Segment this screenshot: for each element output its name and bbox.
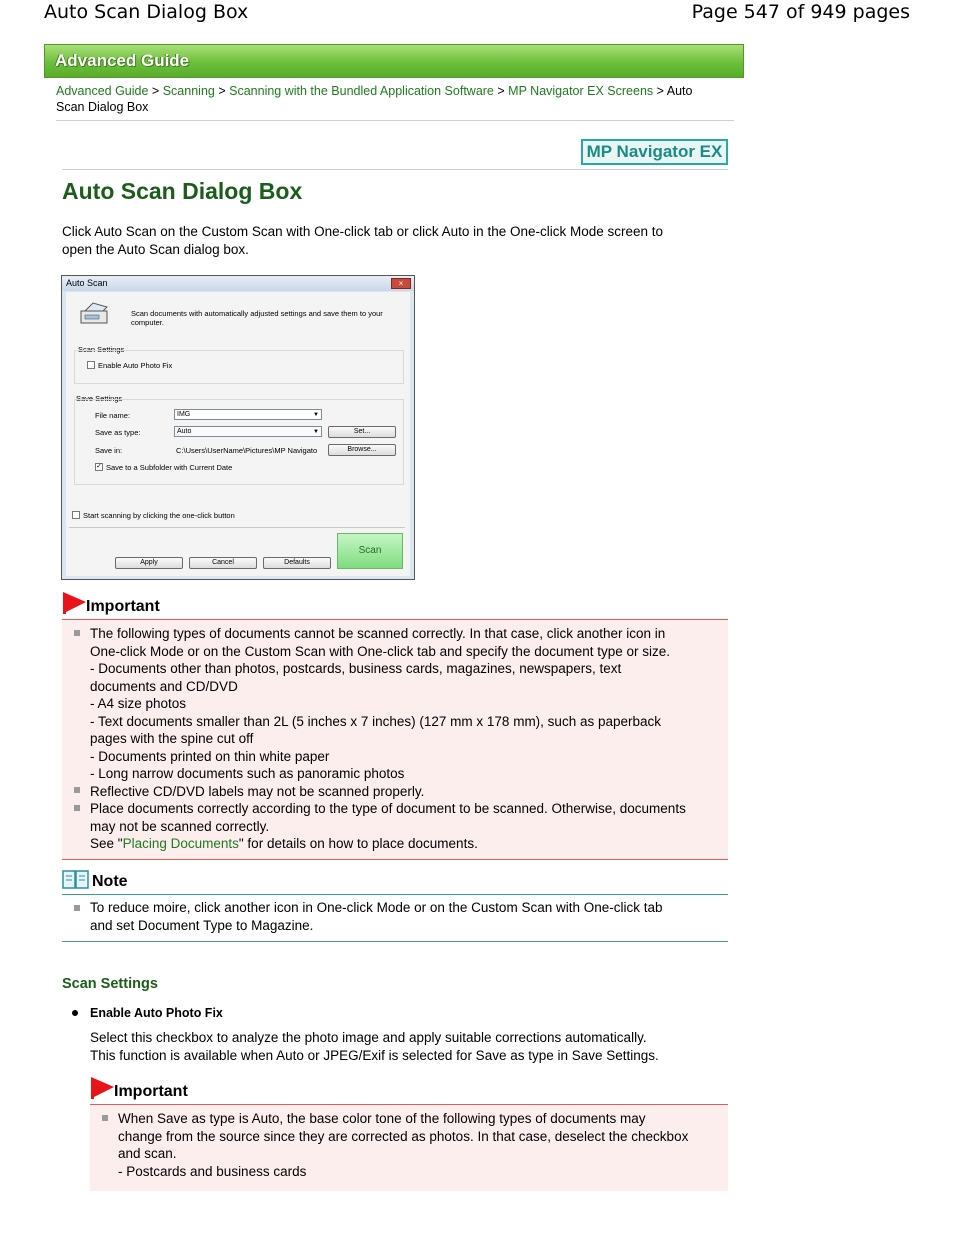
scan-settings-heading: Scan Settings	[62, 976, 158, 992]
breadcrumb-current-cont: Scan Dialog Box	[56, 100, 149, 114]
start-scanning-label: Start scanning by clicking the one-click button	[83, 511, 235, 520]
save-as-type-select[interactable]	[174, 426, 322, 437]
bullet-icon	[74, 787, 80, 793]
page-title: Auto Scan Dialog Box	[62, 178, 303, 204]
important-line: - Documents other than photos, postcards, business cards, magazines, newspapers, text	[90, 661, 622, 676]
close-icon[interactable]: ×	[391, 278, 411, 289]
breadcrumb-separator: >	[218, 84, 226, 98]
enable-auto-photo-fix-label: Enable Auto Photo Fix	[98, 361, 173, 370]
intro-line: open the Auto Scan dialog box.	[62, 241, 249, 257]
save-as-type-label: Save as type:	[95, 428, 141, 437]
set-button[interactable]: Set...	[328, 426, 396, 438]
page-counter: Page 547 of 949 pages	[691, 1, 910, 23]
save-in-label: Save in:	[95, 446, 123, 455]
breadcrumb-link-advanced-guide[interactable]: Advanced Guide	[56, 84, 149, 98]
important-line: When Save as type is Auto, the base color tone of the following types of documents may	[118, 1111, 646, 1126]
breadcrumb-current: Auto	[666, 84, 693, 98]
file-name-value: IMG	[177, 411, 191, 418]
important-line: Place documents correctly according to the type of document to be scanned. Otherwise, documents	[90, 801, 686, 816]
dialog-divider	[69, 527, 405, 528]
banner-label: Advanced Guide	[55, 51, 190, 70]
note-heading: Note	[92, 873, 128, 890]
important-heading: Important	[86, 598, 160, 615]
start-scanning-checkbox[interactable]	[72, 511, 80, 519]
divider	[56, 120, 734, 121]
important-see-suffix: " for details on how to place documents.	[238, 836, 478, 851]
save-settings-group-label: Save Settings	[76, 394, 123, 403]
scanner-icon	[79, 301, 111, 327]
scan-button[interactable]: Scan	[337, 533, 403, 569]
bullet-icon	[74, 905, 80, 911]
enable-auto-photo-fix-description	[90, 1029, 659, 1064]
important-line: change from the source since they are corrected as photos. In that case, deselect the checkbox	[118, 1128, 689, 1144]
breadcrumb-link-scanning[interactable]: Scanning	[162, 84, 215, 98]
apply-button[interactable]: Apply	[115, 557, 183, 569]
save-to-subfolder-label: Save to a Subfolder with Current Date	[106, 463, 233, 472]
breadcrumb-link-bundled-software[interactable]: Scanning with the Bundled Application Software	[229, 84, 494, 98]
breadcrumb	[56, 83, 736, 115]
file-name-label: File name:	[95, 411, 131, 420]
chevron-down-icon: ▼	[313, 429, 319, 435]
document-title: Auto Scan Dialog Box	[44, 1, 249, 23]
important-see-prefix: See "	[90, 836, 123, 851]
mp-navigator-ex-badge: MP Navigator EX	[581, 139, 728, 165]
intro-paragraph	[62, 223, 663, 258]
important-line: - Documents printed on thin white paper	[90, 748, 330, 764]
dialog-title: Auto Scan	[66, 278, 108, 288]
description-line: This function is available when Auto or JPEG/Exif is selected for Save as type in Save Settings.	[90, 1047, 659, 1063]
important-line: and scan.	[118, 1146, 177, 1161]
enable-auto-photo-fix-title: Enable Auto Photo Fix	[90, 1006, 223, 1020]
important-list	[118, 1110, 688, 1180]
scan-settings-group-label: Scan Settings	[78, 345, 125, 354]
bullet-icon	[74, 630, 80, 636]
dialog-body	[66, 292, 410, 576]
save-to-subfolder-checkbox[interactable]: ✓	[96, 463, 102, 470]
bullet-dot-icon	[72, 1010, 78, 1016]
important-line: may not be scanned correctly.	[90, 818, 270, 834]
important-heading: Important	[114, 1083, 188, 1100]
dialog-desc-line: Scan documents with automatically adjusted settings and save them to your	[131, 309, 383, 318]
important-line: documents and CD/DVD	[90, 678, 238, 694]
bullet-icon	[74, 805, 80, 811]
dialog-titlebar	[62, 276, 414, 291]
file-name-combo[interactable]	[174, 409, 322, 420]
save-as-type-value: Auto	[177, 428, 192, 435]
important-line: The following types of documents cannot be scanned correctly. In that case, click another icon in	[90, 626, 666, 641]
auto-scan-dialog	[61, 275, 415, 580]
cancel-button[interactable]: Cancel	[189, 557, 257, 569]
note-line: To reduce moire, click another icon in One-click Mode or on the Custom Scan with One-click tab	[90, 900, 663, 915]
description-line: Select this checkbox to analyze the photo image and apply suitable corrections automatically.	[90, 1030, 647, 1045]
browse-button[interactable]: Browse...	[328, 444, 396, 456]
important-list	[90, 625, 686, 853]
important-flag-icon	[90, 1077, 114, 1099]
breadcrumb-separator: >	[151, 84, 160, 98]
note-book-icon	[62, 869, 90, 891]
enable-auto-photo-fix-checkbox[interactable]	[87, 361, 95, 369]
divider	[62, 169, 728, 170]
important-line: - Long narrow documents such as panoramic photos	[90, 766, 405, 781]
important-line: One-click Mode or on the Custom Scan with One-click tab and specify the document type or size.	[90, 643, 671, 659]
bullet-icon	[102, 1115, 108, 1121]
defaults-button[interactable]: Defaults	[263, 557, 331, 569]
important-line: pages with the spine cut off	[90, 731, 254, 746]
important-flag-icon	[62, 592, 86, 614]
note-line: and set Document Type to Magazine.	[90, 917, 314, 933]
intro-line: Click Auto Scan on the Custom Scan with One-click tab or click Auto in the One-click Mode screen to	[62, 224, 664, 239]
breadcrumb-separator: >	[497, 84, 505, 98]
important-line: - A4 size photos	[90, 696, 187, 711]
important-line: - Postcards and business cards	[118, 1163, 307, 1179]
save-in-path: C:\Users\UserName\Pictures\MP Navigato	[176, 446, 318, 455]
chevron-down-icon: ▼	[313, 412, 319, 418]
placing-documents-link[interactable]: Placing Documents	[122, 836, 239, 851]
breadcrumb-separator: >	[656, 84, 664, 98]
important-line: Reflective CD/DVD labels may not be scanned properly.	[90, 783, 425, 799]
breadcrumb-link-mp-navigator-screens[interactable]: MP Navigator EX Screens	[508, 84, 654, 98]
important-line: - Text documents smaller than 2L (5 inches x 7 inches) (127 mm x 178 mm), such as paperback	[90, 713, 662, 729]
note-text	[90, 899, 663, 934]
dialog-desc-line: computer.	[131, 318, 164, 327]
dialog-description	[131, 309, 383, 327]
advanced-guide-banner	[44, 44, 744, 78]
